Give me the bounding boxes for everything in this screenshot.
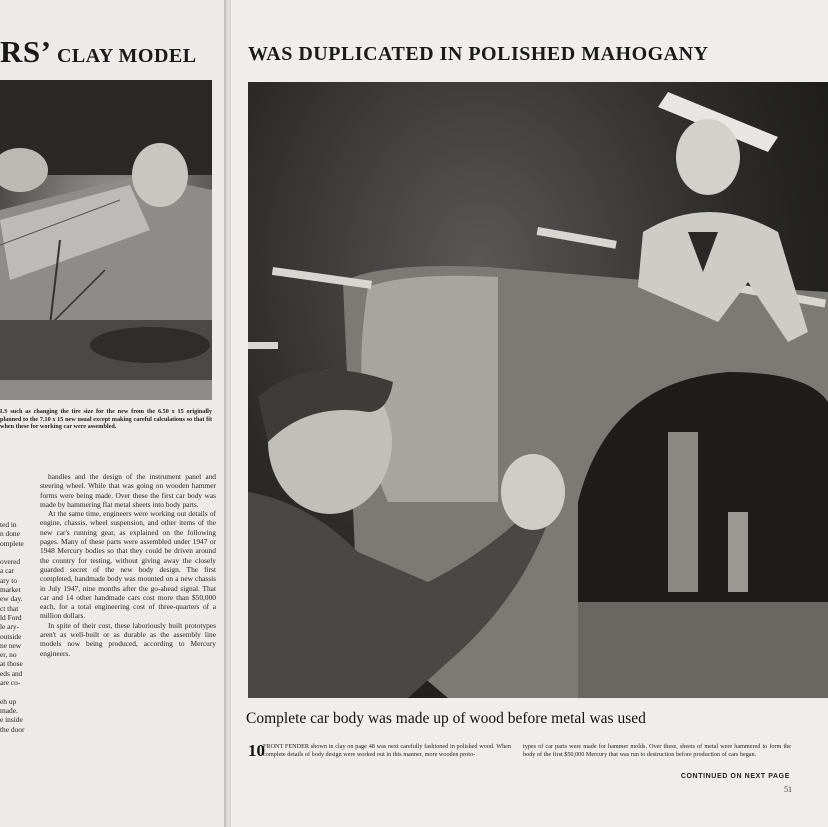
- mahogany-model-photo: [248, 82, 828, 698]
- main-caption: Complete car body was made up of wood before metal was used: [246, 710, 646, 727]
- column-b-paragraph: In spite of their cost, these laboriously built prototypes aren't as well-built or as durable as the assembly line models now being produced, according to Mercury engineers.: [40, 620, 216, 658]
- mahogany-model-illustration: [248, 82, 828, 698]
- caption-body-col1: FRONT FENDER shown in clay on page 48 was next carefully fashioned in polished wood. When complete details of body design were worked out in this manner, more wooden proto-: [263, 743, 511, 758]
- column-a-line: are co-: [0, 678, 21, 688]
- column-a-line: er, no: [0, 650, 17, 660]
- left-headline: [0, 34, 197, 70]
- column-a-line: n done: [0, 529, 20, 539]
- column-a-line: ld Ford: [0, 612, 22, 622]
- caption-body-col2: types of car parts were made for hammer molds. Over these, sheets of metal were hammered to form the body of the first $50,000 Mercury that was run to destruction before production of cars began.: [523, 743, 791, 758]
- clay-drafting-photo: [0, 80, 212, 400]
- column-a-line: [0, 687, 30, 696]
- continued-note: CONTINUED ON NEXT PAGE: [680, 773, 790, 780]
- page-gutter: [224, 0, 231, 827]
- column-a-line: the door: [0, 724, 25, 734]
- left-text-column-a: [0, 520, 30, 734]
- left-headline-start: RS’: [0, 34, 52, 69]
- page-number: 51: [784, 785, 792, 794]
- left-photo-caption: LS such as changing the tire size for the new from the 6.50 x 15 originally planned to the 7.10 x 15 new usual except making careful calculations so that fit when these for working car were assembled.: [0, 408, 212, 431]
- column-a-line: outside: [0, 631, 22, 641]
- column-a-line: ne new: [0, 640, 22, 650]
- column-a-line: overed: [0, 557, 21, 567]
- column-a-line: ew day.: [0, 594, 23, 604]
- column-a-line: eh up: [0, 696, 17, 706]
- left-text-column-b: [40, 472, 216, 658]
- column-b-paragraph: handles and the design of the instrument panel and steering wheel. While that was going on wooden hammer forms were being made. Over these the first car body was made by hammering flat metal sheets into body parts.: [40, 472, 216, 509]
- column-a-line: made.: [0, 705, 18, 715]
- column-a-line: e inside: [0, 715, 23, 725]
- left-headline-rest: CLAY MODEL: [51, 45, 197, 67]
- column-a-line: at those: [0, 659, 23, 669]
- right-page: [231, 0, 828, 827]
- column-a-line: omplete: [0, 538, 24, 548]
- figure-number: 10: [248, 741, 265, 760]
- clay-drafting-illustration: [0, 80, 212, 400]
- column-a-line: [0, 548, 30, 557]
- column-b-paragraph: At the same time, engineers were working out details of engine, chassis, wheel suspension, and other items of the new car's running gear, as explained on the following pages. Many of these parts were assembled under 1947 or 1948 Mercury bodies so that they could be driven around the country for testing, without giving away the closely guarded secret of the new body design. The first completed, handmade body was mounted on a new chassis in July 1947, nine months after the go-ahead signal. That car and 14 other handmade cars cost more than $50,000 each, for a total engineering cost of three-quarters of a million dollars.: [40, 509, 216, 621]
- left-page: [0, 0, 224, 827]
- column-a-line: market: [0, 585, 21, 595]
- column-a-line: ted in: [0, 520, 17, 529]
- right-headline: WAS DUPLICATED IN POLISHED MAHOGANY: [248, 43, 709, 65]
- column-a-line: ary to: [0, 575, 18, 585]
- column-a-line: eds and: [0, 668, 23, 678]
- column-a-line: a car: [0, 566, 15, 576]
- column-a-line: ct that: [0, 603, 19, 613]
- column-a-line: le ary-: [0, 622, 20, 632]
